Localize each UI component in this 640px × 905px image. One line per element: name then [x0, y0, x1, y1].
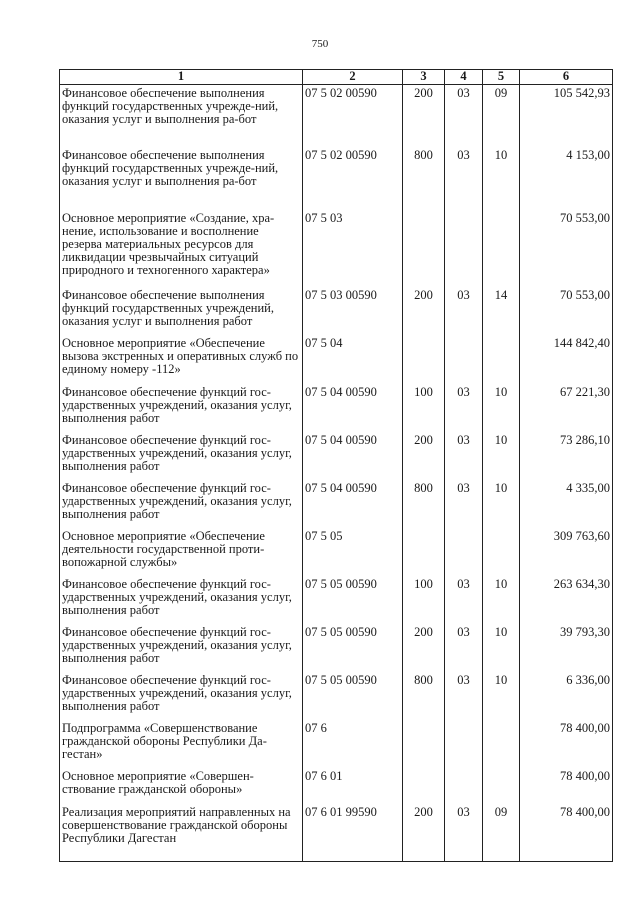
row-col-4 [445, 335, 483, 384]
row-col-3: 800 [403, 672, 445, 720]
header-col-4: 4 [445, 70, 483, 85]
row-col-3: 200 [403, 85, 445, 147]
table-row [60, 768, 613, 804]
row-amount: 144 842,40 [520, 335, 613, 384]
row-amount: 78 400,00 [520, 720, 613, 768]
row-code: 07 5 04 00590 [303, 432, 403, 480]
table-row [60, 432, 613, 480]
row-code: 07 5 02 00590 [303, 147, 403, 210]
row-col-5 [483, 720, 520, 768]
row-col-4: 03 [445, 384, 483, 432]
row-col-5: 10 [483, 147, 520, 210]
row-amount: 4 335,00 [520, 480, 613, 528]
row-col-4: 03 [445, 672, 483, 720]
table-row [60, 804, 613, 862]
table-row [60, 287, 613, 335]
row-col-5: 09 [483, 85, 520, 147]
row-name: Основное мероприятие «Обеспечение деятельности государственной проти-вопожарной службы» [60, 528, 303, 576]
row-col-5: 09 [483, 804, 520, 862]
table-row [60, 147, 613, 210]
row-col-5: 14 [483, 287, 520, 335]
row-amount: 309 763,60 [520, 528, 613, 576]
row-amount: 263 634,30 [520, 576, 613, 624]
table-row [60, 720, 613, 768]
row-col-4: 03 [445, 287, 483, 335]
row-col-5 [483, 335, 520, 384]
row-col-4: 03 [445, 480, 483, 528]
row-col-3 [403, 335, 445, 384]
row-amount: 4 153,00 [520, 147, 613, 210]
table-row [60, 480, 613, 528]
row-code: 07 5 05 00590 [303, 672, 403, 720]
row-col-3 [403, 528, 445, 576]
row-col-5: 10 [483, 384, 520, 432]
row-name: Финансовое обеспечение выполнения функций государственных учреждений, оказания услуг и выполнения работ [60, 287, 303, 335]
row-col-3 [403, 720, 445, 768]
header-col-2: 2 [303, 70, 403, 85]
row-col-5: 10 [483, 432, 520, 480]
row-code: 07 6 01 99590 [303, 804, 403, 862]
row-amount: 70 553,00 [520, 287, 613, 335]
row-code: 07 5 02 00590 [303, 85, 403, 147]
header-col-6: 6 [520, 70, 613, 85]
table-row [60, 335, 613, 384]
row-col-5: 10 [483, 624, 520, 672]
row-col-3: 800 [403, 480, 445, 528]
table-row [60, 210, 613, 287]
row-code: 07 5 04 00590 [303, 384, 403, 432]
table-row [60, 672, 613, 720]
row-col-4: 03 [445, 804, 483, 862]
row-name: Подпрограмма «Совершенствование гражданской обороны Республики Да-гестан» [60, 720, 303, 768]
page-number: 750 [311, 38, 329, 50]
row-col-3: 200 [403, 624, 445, 672]
row-code: 07 5 03 00590 [303, 287, 403, 335]
row-col-4 [445, 720, 483, 768]
row-col-5 [483, 528, 520, 576]
row-col-5 [483, 768, 520, 804]
row-code: 07 5 05 [303, 528, 403, 576]
header-col-3: 3 [403, 70, 445, 85]
row-col-3: 100 [403, 576, 445, 624]
row-name: Финансовое обеспечение функций гос-ударственных учреждений, оказания услуг, выполнения работ [60, 480, 303, 528]
row-amount: 78 400,00 [520, 804, 613, 862]
row-col-5 [483, 210, 520, 287]
row-col-4: 03 [445, 432, 483, 480]
row-amount: 6 336,00 [520, 672, 613, 720]
row-col-5: 10 [483, 480, 520, 528]
budget-table [59, 69, 613, 862]
table-row [60, 624, 613, 672]
row-code: 07 5 05 00590 [303, 576, 403, 624]
row-amount: 67 221,30 [520, 384, 613, 432]
row-amount: 78 400,00 [520, 768, 613, 804]
row-col-3: 200 [403, 804, 445, 862]
row-name: Основное мероприятие «Создание, хра-нение, использование и восполнение резерва материальных ресурсов для ликвидации чрезвычайных ситуаций природного и техногенного характера» [60, 210, 303, 287]
header-row [60, 70, 613, 85]
row-code: 07 6 [303, 720, 403, 768]
row-name: Финансовое обеспечение функций гос-ударственных учреждений, оказания услуг, выполнения работ [60, 576, 303, 624]
row-col-4: 03 [445, 576, 483, 624]
table-row [60, 384, 613, 432]
table-row [60, 576, 613, 624]
row-code: 07 5 04 00590 [303, 480, 403, 528]
row-name: Реализация мероприятий направленных на совершенствование гражданской обороны Республики Дагестан [60, 804, 303, 862]
row-name: Финансовое обеспечение выполнения функций государственных учрежде-ний, оказания услуг и выполнения ра-бот [60, 85, 303, 147]
row-amount: 105 542,93 [520, 85, 613, 147]
row-code: 07 5 05 00590 [303, 624, 403, 672]
table-body [60, 85, 613, 862]
table-row [60, 85, 613, 147]
row-name: Финансовое обеспечение функций гос-ударственных учреждений, оказания услуг, выполнения работ [60, 432, 303, 480]
row-col-4: 03 [445, 85, 483, 147]
row-col-4 [445, 528, 483, 576]
row-col-5: 10 [483, 672, 520, 720]
row-col-4: 03 [445, 624, 483, 672]
row-col-5: 10 [483, 576, 520, 624]
row-amount: 70 553,00 [520, 210, 613, 287]
row-name: Финансовое обеспечение функций гос-ударственных учреждений, оказания услуг, выполнения работ [60, 672, 303, 720]
row-code: 07 6 01 [303, 768, 403, 804]
header-col-1: 1 [60, 70, 303, 85]
row-name: Финансовое обеспечение функций гос-ударственных учреждений, оказания услуг, выполнения работ [60, 624, 303, 672]
row-code: 07 5 04 [303, 335, 403, 384]
header-col-5: 5 [483, 70, 520, 85]
row-col-3: 200 [403, 287, 445, 335]
row-col-3 [403, 768, 445, 804]
row-col-4 [445, 768, 483, 804]
row-col-3: 800 [403, 147, 445, 210]
row-col-3: 100 [403, 384, 445, 432]
row-name: Основное мероприятие «Совершен-ствование гражданской обороны» [60, 768, 303, 804]
row-name: Финансовое обеспечение функций гос-ударственных учреждений, оказания услуг, выполнения работ [60, 384, 303, 432]
row-code: 07 5 03 [303, 210, 403, 287]
row-name: Финансовое обеспечение выполнения функций государственных учрежде-ний, оказания услуг и выполнения ра-бот [60, 147, 303, 210]
row-col-4 [445, 210, 483, 287]
row-col-3 [403, 210, 445, 287]
row-col-3: 200 [403, 432, 445, 480]
row-col-4: 03 [445, 147, 483, 210]
table-row [60, 528, 613, 576]
row-amount: 73 286,10 [520, 432, 613, 480]
row-amount: 39 793,30 [520, 624, 613, 672]
row-name: Основное мероприятие «Обеспечение вызова экстренных и оперативных служб по единому номеру -112» [60, 335, 303, 384]
